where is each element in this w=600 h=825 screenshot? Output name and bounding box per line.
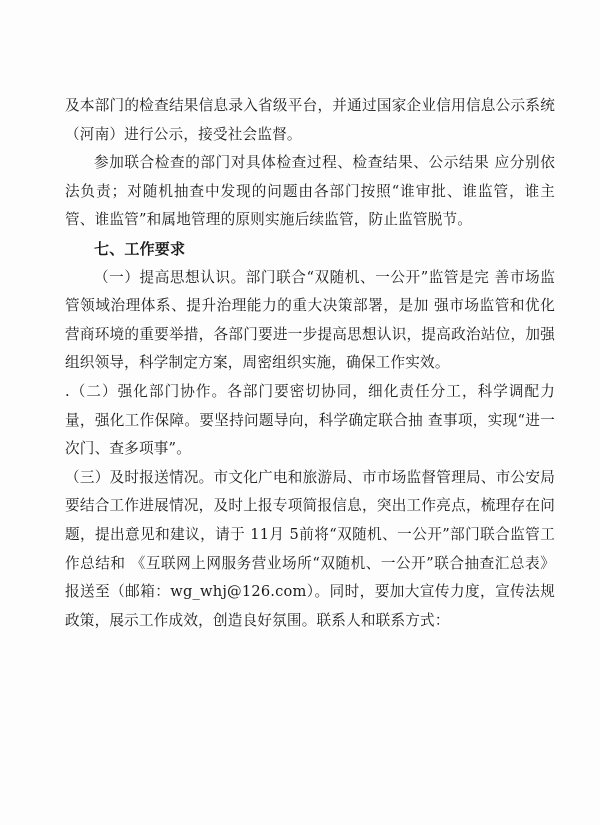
paragraph-improve-awareness: （一）提高思想认识。部门联合“双随机、一公开”监管是完 善市场监管领域治理体系、提升治理能力的重大决策部署，是加 强市场监管和优化营商环境的重要举措，各部门要进一步提高思想认识，提高政治站位，加强组织领导，科学制定方案，周密组织实施，确保工作实效。 xyxy=(65,268,555,372)
paragraph-joint-inspection: 参加联合检查的部门对具体检查过程、检查结果、公示结果 应分别依法负责；对随机抽查中发现的问题由各部门按照“谁审批、谁监管，谁主管、谁监管”和属地管理的原则实施后续监管，防止监管脱节。 xyxy=(65,154,555,229)
paragraph-timely-report: （三）及时报送情况。市文化广电和旅游局、市市场监督管理局、市公安局要结合工作进展情况，及时上报专项简报信息，突出工作亮点，梳理存在问题，提出意见和建议，请于 11月 5前将“双随机、一公开”部门联合监管工作总结和 《互联网上网服务营业场所“双随机、一公开”联合抽查汇总表》 报送至（邮箱：wg_whj@126.com）。同时，要加大宣传力度，宣传法规政策，展示工作成效，创造良好氛围。联系人和联系方式： xyxy=(65,468,555,629)
paragraph-strengthen-cooperation: .（二）强化部门协作。各部门要密切协同，细化责任分工，科学调配力量，强化工作保障。要坚持问题导向，科学确定联合抽 查事项，实现“进一次门、查多项事”。 xyxy=(65,382,555,458)
section-heading-work-requirements: 七、工作要求 xyxy=(94,239,186,258)
document-body xyxy=(65,92,555,635)
paragraph-check-results: 及本部门的检查结果信息录入省级平台，并通过国家企业信用信息公示系统（河南）进行公示，接受社会监督。 xyxy=(65,97,555,143)
